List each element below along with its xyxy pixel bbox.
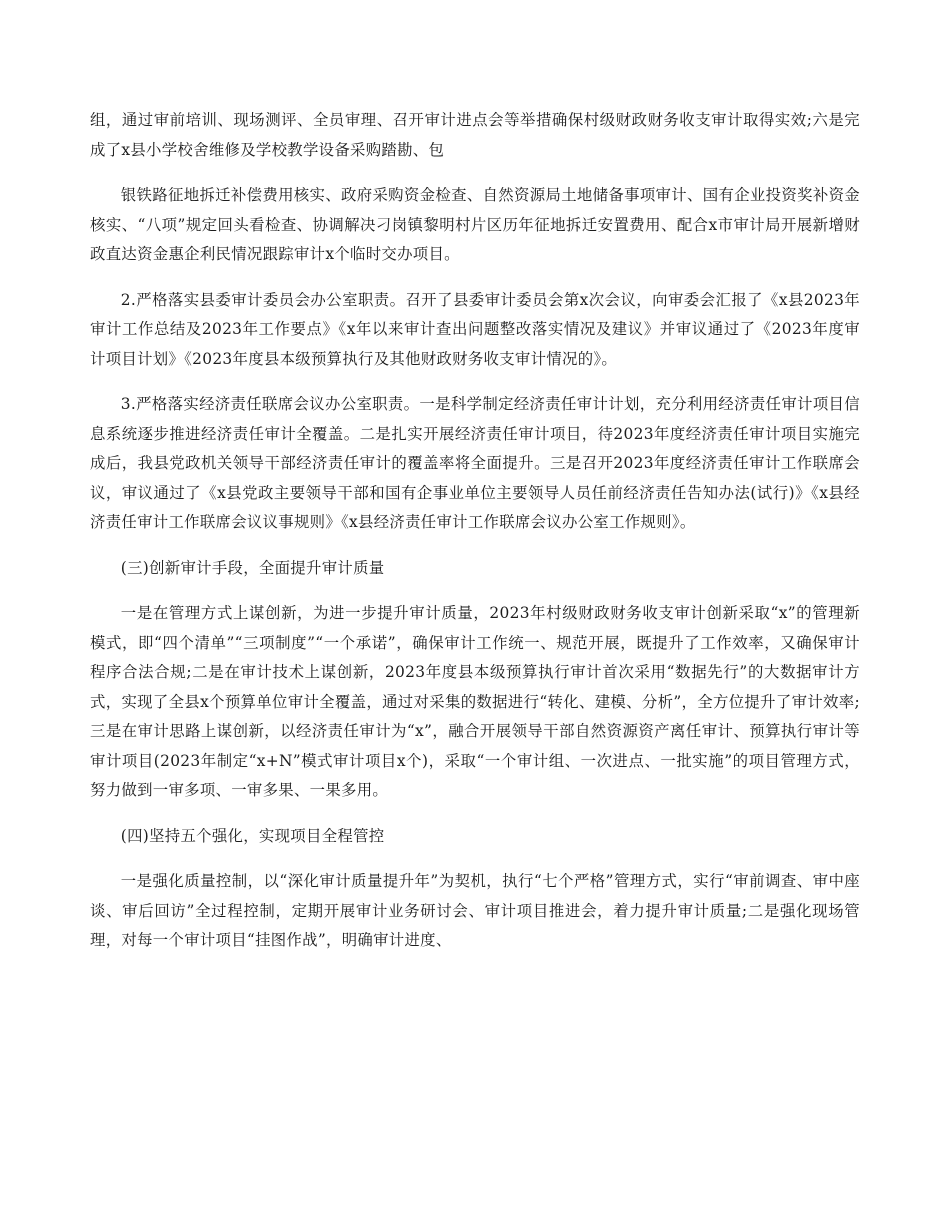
paragraph-economic-responsibility-office: 3.严格落实经济责任联席会议办公室职责。一是科学制定经济责任审计计划，充分利用经济责任审计项目信息系统逐步推进经济责任审计全覆盖。二是扎实开展经济责任审计项目，待2023年度经济责任审计项目实施完成后，我县党政机关领导干部经济责任审计的覆盖率将全面提升。三是召开2023年度经济责任审计工作联席会议，审议通过了《x县党政主要领导干部和国有企事业单位主要领导人员任前经济责任告知办法(试行)》《x县经济责任审计工作联席会议议事规则》《x县经济责任审计工作联席会议办公室工作规则》。 — [90, 395, 860, 531]
section-heading-five-strengthenings: (四)坚持五个强化，实现项目全程管控 — [120, 826, 385, 845]
paragraph-continuation: 组，通过审前培训、现场测评、全员审理、召开审计进点会等举措确保村级财政财务收支审计取得实效;六是完成了x县小学校舍维修及学校教学设备采购踏勘、包 — [90, 111, 860, 159]
document-page — [90, 106, 860, 972]
paragraph-audit-committee-office: 2.严格落实县委审计委员会办公室职责。召开了县委审计委员会第x次会议，向审委会汇报了《x县2023年审计工作总结及2023年工作要点》《x年以来审计查出问题整改落实情况及建议》并审议通过了《2023年度审计项目计划》《2023年度县本级预算执行及其他财政财务收支审计情况的》。 — [90, 290, 860, 368]
paragraph-land-acquisition-tasks: 银铁路征地拆迁补偿费用核实、政府采购资金检查、自然资源局土地储备事项审计、国有企业投资奖补资金核实、“八项”规定回头看检查、协调解决刁岗镇黎明村片区历年征地拆迁安置费用、配合x市审计局开展新增财政直达资金惠企利民情况跟踪审计x个临时交办项目。 — [90, 186, 860, 263]
paragraph-quality-control: 一是强化质量控制，以“深化审计质量提升年”为契机，执行“七个严格”管理方式，实行“审前调查、审中座谈、审后回访”全过程控制，定期开展审计业务研讨会、审计项目推进会，着力提升审计质量;二是强化现场管理，对每一个审计项目“挂图作战”，明确审计进度、 — [90, 872, 860, 949]
paragraph-innovation-details: 一是在管理方式上谋创新，为进一步提升审计质量，2023年村级财政财务收支审计创新采取“x”的管理新模式，即“四个清单”“三项制度”“一个承诺”，确保审计工作统一、规范开展，既提升了工作效率，又确保审计程序合法合规;二是在审计技术上谋创新，2023年度县本级预算执行审计首次采用“数据先行”的大数据审计方式，实现了全县x个预算单位审计全覆盖，通过对采集的数据进行“转化、建模、分析”，全方位提升了审计效率;三是在审计思路上谋创新，以经济责任审计为“x”，融合开展领导干部自然资源资产离任审计、预算执行审计等审计项目(2023年制定“x+N”模式审计项目x个)，采取“一个审计组、一次进点、一批实施”的项目管理方式，努力做到一审多项、一审多果、一果多用。 — [90, 604, 860, 799]
section-heading-innovate-audit-means: (三)创新审计手段，全面提升审计质量 — [120, 558, 385, 577]
